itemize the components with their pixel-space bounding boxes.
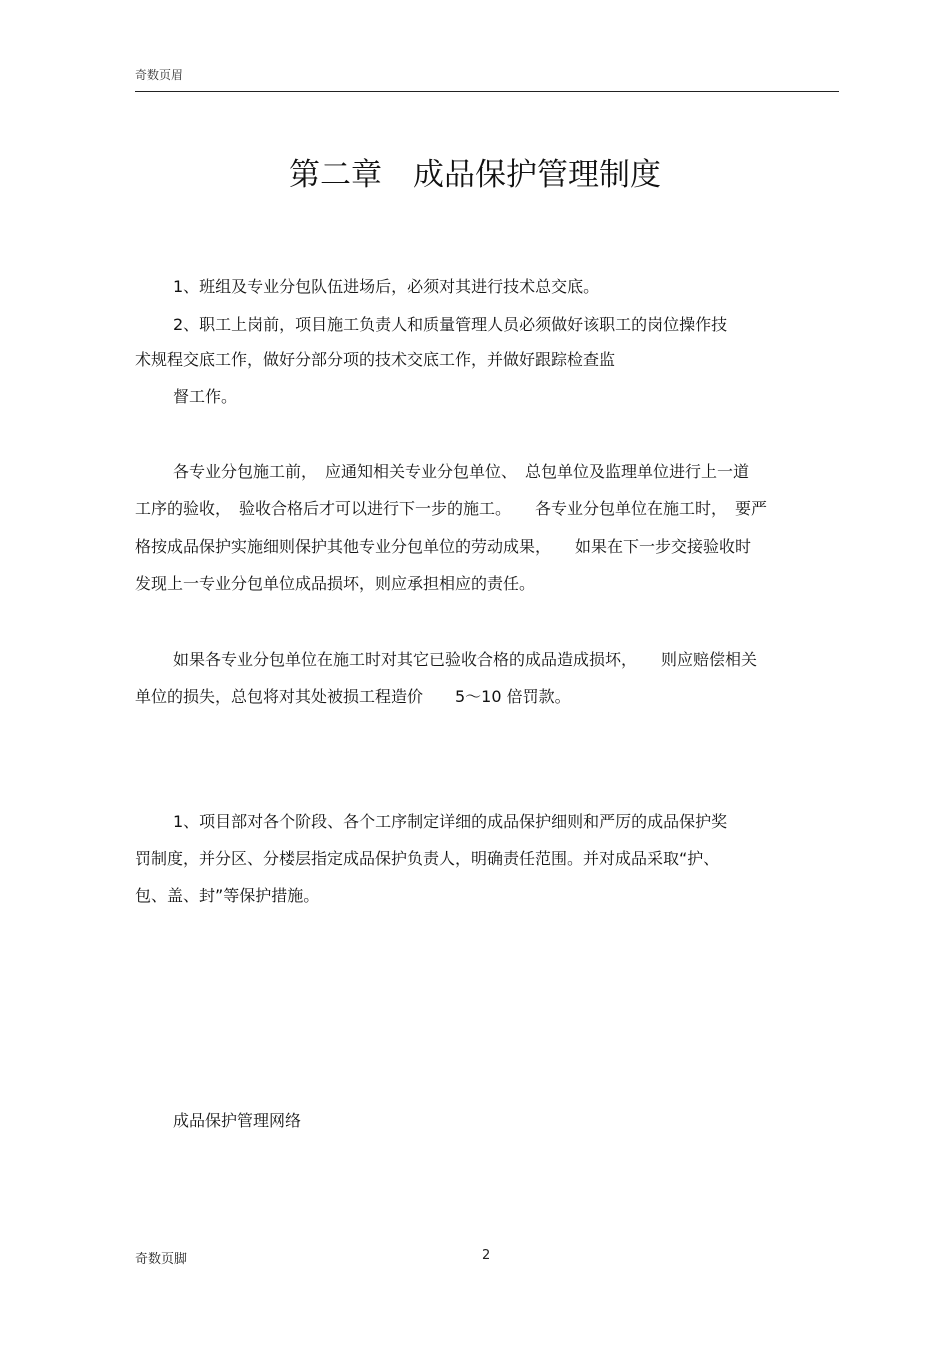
header-divider xyxy=(135,91,839,92)
paragraph-2-line-1: 2、职工上岗前，项目施工负责人和质量管理人员必须做好该职工的岗位操作技 xyxy=(173,315,728,334)
page-footer-text: 奇数页脚 xyxy=(135,1252,188,1267)
paragraph-3-line-3: 格按成品保护实施细则保护其他专业分包单位的劳动成果， 如果在下一步交接验收时 xyxy=(135,537,752,556)
paragraph-2-line-2: 术规程交底工作，做好分部分项的技术交底工作，并做好跟踪检查监 xyxy=(135,350,616,369)
paragraph-4-line-2: 单位的损失，总包将对其处被损工程造价 5～10 倍罚款。 xyxy=(135,687,571,706)
paragraph-3-line-2: 工序的验收， 验收合格后才可以进行下一步的施工。 各专业分包单位在施工时， 要严 xyxy=(135,499,768,518)
paragraph-2-line-3: 督工作。 xyxy=(173,387,238,406)
paragraph-5-line-2: 罚制度，并分区、分楼层指定成品保护负责人，明确责任范围。并对成品采取“护、 xyxy=(135,849,720,868)
page-header-text: 奇数页眉 xyxy=(135,68,184,82)
paragraph-1-line-1: 1、班组及专业分包队伍进场后，必须对其进行技术总交底。 xyxy=(173,277,600,296)
section-heading-protection-network: 成品保护管理网络 xyxy=(173,1111,302,1130)
chapter-title: 第二章 成品保护管理制度 xyxy=(289,157,661,193)
paragraph-5-line-1: 1、项目部对各个阶段、各个工序制定详细的成品保护细则和严厉的成品保护奖 xyxy=(173,812,728,831)
paragraph-5-line-3: 包、盖、封”等保护措施。 xyxy=(135,886,320,905)
page-number: 2 xyxy=(482,1248,491,1263)
paragraph-4-line-1: 如果各专业分包单位在施工时对其它已验收合格的成品造成损坏， 则应赔偿相关 xyxy=(173,650,758,669)
paragraph-3-line-4: 发现上一专业分包单位成品损坏，则应承担相应的责任。 xyxy=(135,574,536,593)
paragraph-3-line-1: 各专业分包施工前， 应通知相关专业分包单位、 总包单位及监理单位进行上一道 xyxy=(173,462,750,481)
